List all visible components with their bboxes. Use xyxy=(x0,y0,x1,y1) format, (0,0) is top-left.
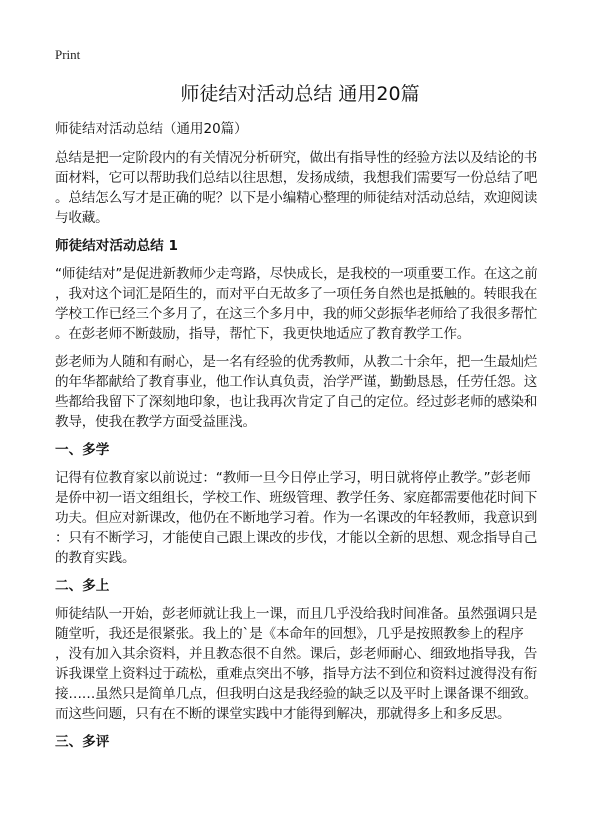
article-subtitle: 师徒结对活动总结（通用20篇） xyxy=(55,121,248,137)
paragraph xyxy=(55,604,555,724)
paragraph-line: 是侨中初一语文组组长，学校工作、班级管理、教学任务、家庭都需要他花时间下 xyxy=(55,490,538,506)
paragraph-line: 师徒结队一开始，彭老师就让我上一课，而且几乎没给我时间准备。虽然强调只是 xyxy=(55,606,538,622)
paragraph-line: 与收藏。 xyxy=(55,210,109,226)
print-link[interactable]: Print xyxy=(55,47,81,62)
paragraph-line: 的年华都献给了教育事业，他工作认真负责，治学严谨，勤勤恳恳，任劳任怨。这 xyxy=(55,374,538,390)
paragraph-line: 而这些问题，只有在不断的课堂实践中才能得到解决，那就得多上和多反思。 xyxy=(55,706,511,722)
paragraph-line: 诉我课堂上资料过于疏松，重难点突出不够，指导方法不到位和资料过渡得没有衔 xyxy=(55,666,538,682)
paragraph-line: 。在彭老师不断鼓励，指导，帮忙下，我更快地适应了教育教学工作。 xyxy=(55,326,471,342)
paragraph-line: 功夫。但应对新课改，他仍在不断地学习着。作为一名课改的年轻教师，我意识到 xyxy=(55,510,538,526)
section-heading: 一、多学 xyxy=(55,442,110,458)
paragraph-line: 学校工作已经三个多月了，在这三个多月中，我的师父彭振华老师给了我很多帮忙 xyxy=(55,306,538,322)
paragraph xyxy=(55,352,555,432)
article-body xyxy=(55,119,555,760)
paragraph-line: “师徒结对”是促进新教师少走弯路，尽快成长，是我校的一项重要工作。在这之前 xyxy=(55,266,538,282)
paragraph-line: 总结是把一定阶段内的有关情况分析研究，做出有指导性的经验方法以及结论的书 xyxy=(55,150,538,166)
paragraph-line: 的教育实践。 xyxy=(55,550,136,566)
paragraph xyxy=(55,264,555,344)
paragraph-line: ：只有不断学习，才能使自己跟上课改的步伐，才能以全新的思想、观念指导自己 xyxy=(55,530,538,546)
paragraph-line: ，我对这个词汇是陌生的，而对平白无故多了一项任务自然也是抵触的。转眼我在 xyxy=(55,286,538,302)
paragraph-line: 记得有位教育家以前说过：“教师一旦今日停止学习，明日就将停止教学。”彭老师 xyxy=(55,470,531,486)
paragraph-line: 彭老师为人随和有耐心，是一名有经验的优秀教师，从教二十余年，把一生最灿烂 xyxy=(55,354,538,370)
paragraph xyxy=(55,468,555,568)
section-heading: 三、多评 xyxy=(55,734,110,750)
paragraph-line: 教导，使我在教学方面受益匪浅。 xyxy=(55,414,256,430)
paragraph xyxy=(55,148,555,228)
paragraph-line: 接……虽然只是简单几点，但我明白这是我经验的缺乏以及平时上课备课不细致。 xyxy=(55,686,538,702)
section-heading: 师徒结对活动总结 1 xyxy=(55,238,178,254)
paragraph-line: 些都给我留下了深刻地印象，也让我再次肯定了自己的定位。经过彭老师的感染和 xyxy=(55,394,538,410)
paragraph-line: 。总结怎么写才是正确的呢？以下是小编精心整理的师徒结对活动总结，欢迎阅读 xyxy=(55,190,538,206)
paragraph-line: 面材料，它可以帮助我们总结以往思想，发扬成绩，我想我们需要写一份总结了吧 xyxy=(55,170,538,186)
paragraph-line: ，没有加入其余资料，并且教态很不自然。课后，彭老师耐心、细致地指导我，告 xyxy=(55,646,538,662)
paragraph-line: 随堂听，我还是很紧张。我上的`是《本命年的回想》，几乎是按照教参上的程序 xyxy=(55,626,524,642)
page-title: 师徒结对活动总结 通用20篇 xyxy=(180,83,420,105)
section-heading: 二、多上 xyxy=(55,578,110,594)
